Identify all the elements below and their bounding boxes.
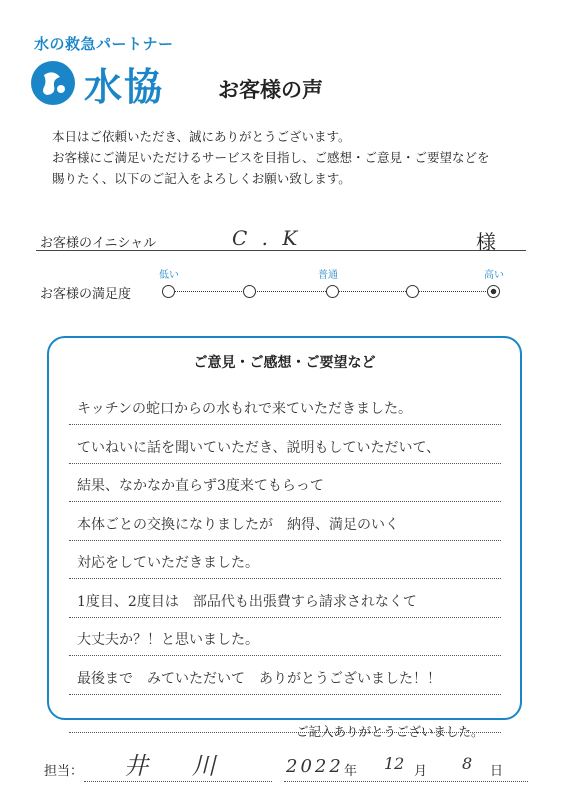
initials-label: お客様のイニシャル — [40, 236, 157, 251]
comment-line[interactable]: キッチンの蛇口からの水もれで来ていただきました。 — [77, 401, 413, 417]
comment-line[interactable]: 結果、なかなか直らず3度来てもらって — [77, 478, 324, 494]
comment-line[interactable]: 対応をしていただきました。 — [77, 555, 259, 571]
ruled-line — [69, 694, 501, 695]
date-day[interactable]: 8 — [462, 754, 473, 773]
comment-line[interactable]: ていねいに話を聞いていただき、説明もしていただいて、 — [77, 439, 441, 456]
ruled-line — [69, 540, 501, 541]
comment-line[interactable]: 1度目、2度目は 部品代も出張費すら請求されなくて — [77, 593, 417, 610]
brand-tagline: 水の救急パートナー — [34, 35, 174, 53]
date-month[interactable]: 12 — [384, 754, 405, 773]
comment-line[interactable]: 大丈夫か？！と思いました。 — [77, 632, 259, 648]
satisfaction-label: お客様の満足度 — [40, 287, 132, 302]
year-unit: 年 — [344, 764, 358, 779]
water-drop-logo-icon — [30, 60, 76, 106]
intro-text — [52, 126, 522, 189]
honorific-suffix: 様 — [476, 230, 496, 254]
date-underline — [284, 781, 528, 782]
staff-label: 担当： — [44, 764, 84, 779]
scale-high-label: 高い — [484, 270, 504, 281]
ruled-line — [69, 617, 501, 618]
intro-line: お客様にご満足いただけるサービスを目指し、ご感想・ご意見・ご要望などを — [52, 150, 490, 165]
staff-name[interactable]: 井 川 — [124, 752, 234, 780]
comment-line[interactable]: 本体ごとの交換になりましたが 納得、満足のいく — [77, 516, 399, 533]
ruled-line — [69, 655, 501, 656]
comment-line[interactable]: 最後まで みていただいて ありがとうございました！！ — [77, 670, 441, 687]
staff-underline — [84, 781, 272, 782]
closing-message: ご記入ありがとうございました。 — [296, 724, 484, 739]
scale-mid-label: 普通 — [318, 270, 338, 281]
satisfaction-option-5[interactable] — [487, 285, 500, 298]
ruled-line — [69, 424, 501, 425]
ruled-line — [69, 578, 501, 579]
intro-line: 賜りたく、以下のご記入をよろしくお願い致します。 — [52, 171, 351, 186]
satisfaction-option-3[interactable] — [326, 285, 339, 298]
satisfaction-option-1[interactable] — [162, 285, 175, 298]
scale-low-label: 低い — [159, 270, 179, 281]
initials-value[interactable]: C . K — [232, 226, 302, 250]
form-title: お客様の声 — [218, 78, 323, 102]
initials-underline — [36, 250, 526, 251]
ruled-line — [69, 501, 501, 502]
satisfaction-option-2[interactable] — [243, 285, 256, 298]
brand-logo-text: 水協 — [84, 65, 165, 109]
month-unit: 月 — [414, 764, 428, 779]
satisfaction-option-4[interactable] — [406, 285, 419, 298]
date-year[interactable]: 2022 — [286, 756, 344, 777]
day-unit: 日 — [490, 764, 504, 779]
ruled-line — [69, 463, 501, 464]
comments-box — [47, 336, 522, 720]
comments-title: ご意見・ご感想・ご要望など — [193, 355, 376, 371]
intro-line: 本日はご依頼いただき、誠にありがとうございます。 — [52, 129, 351, 144]
